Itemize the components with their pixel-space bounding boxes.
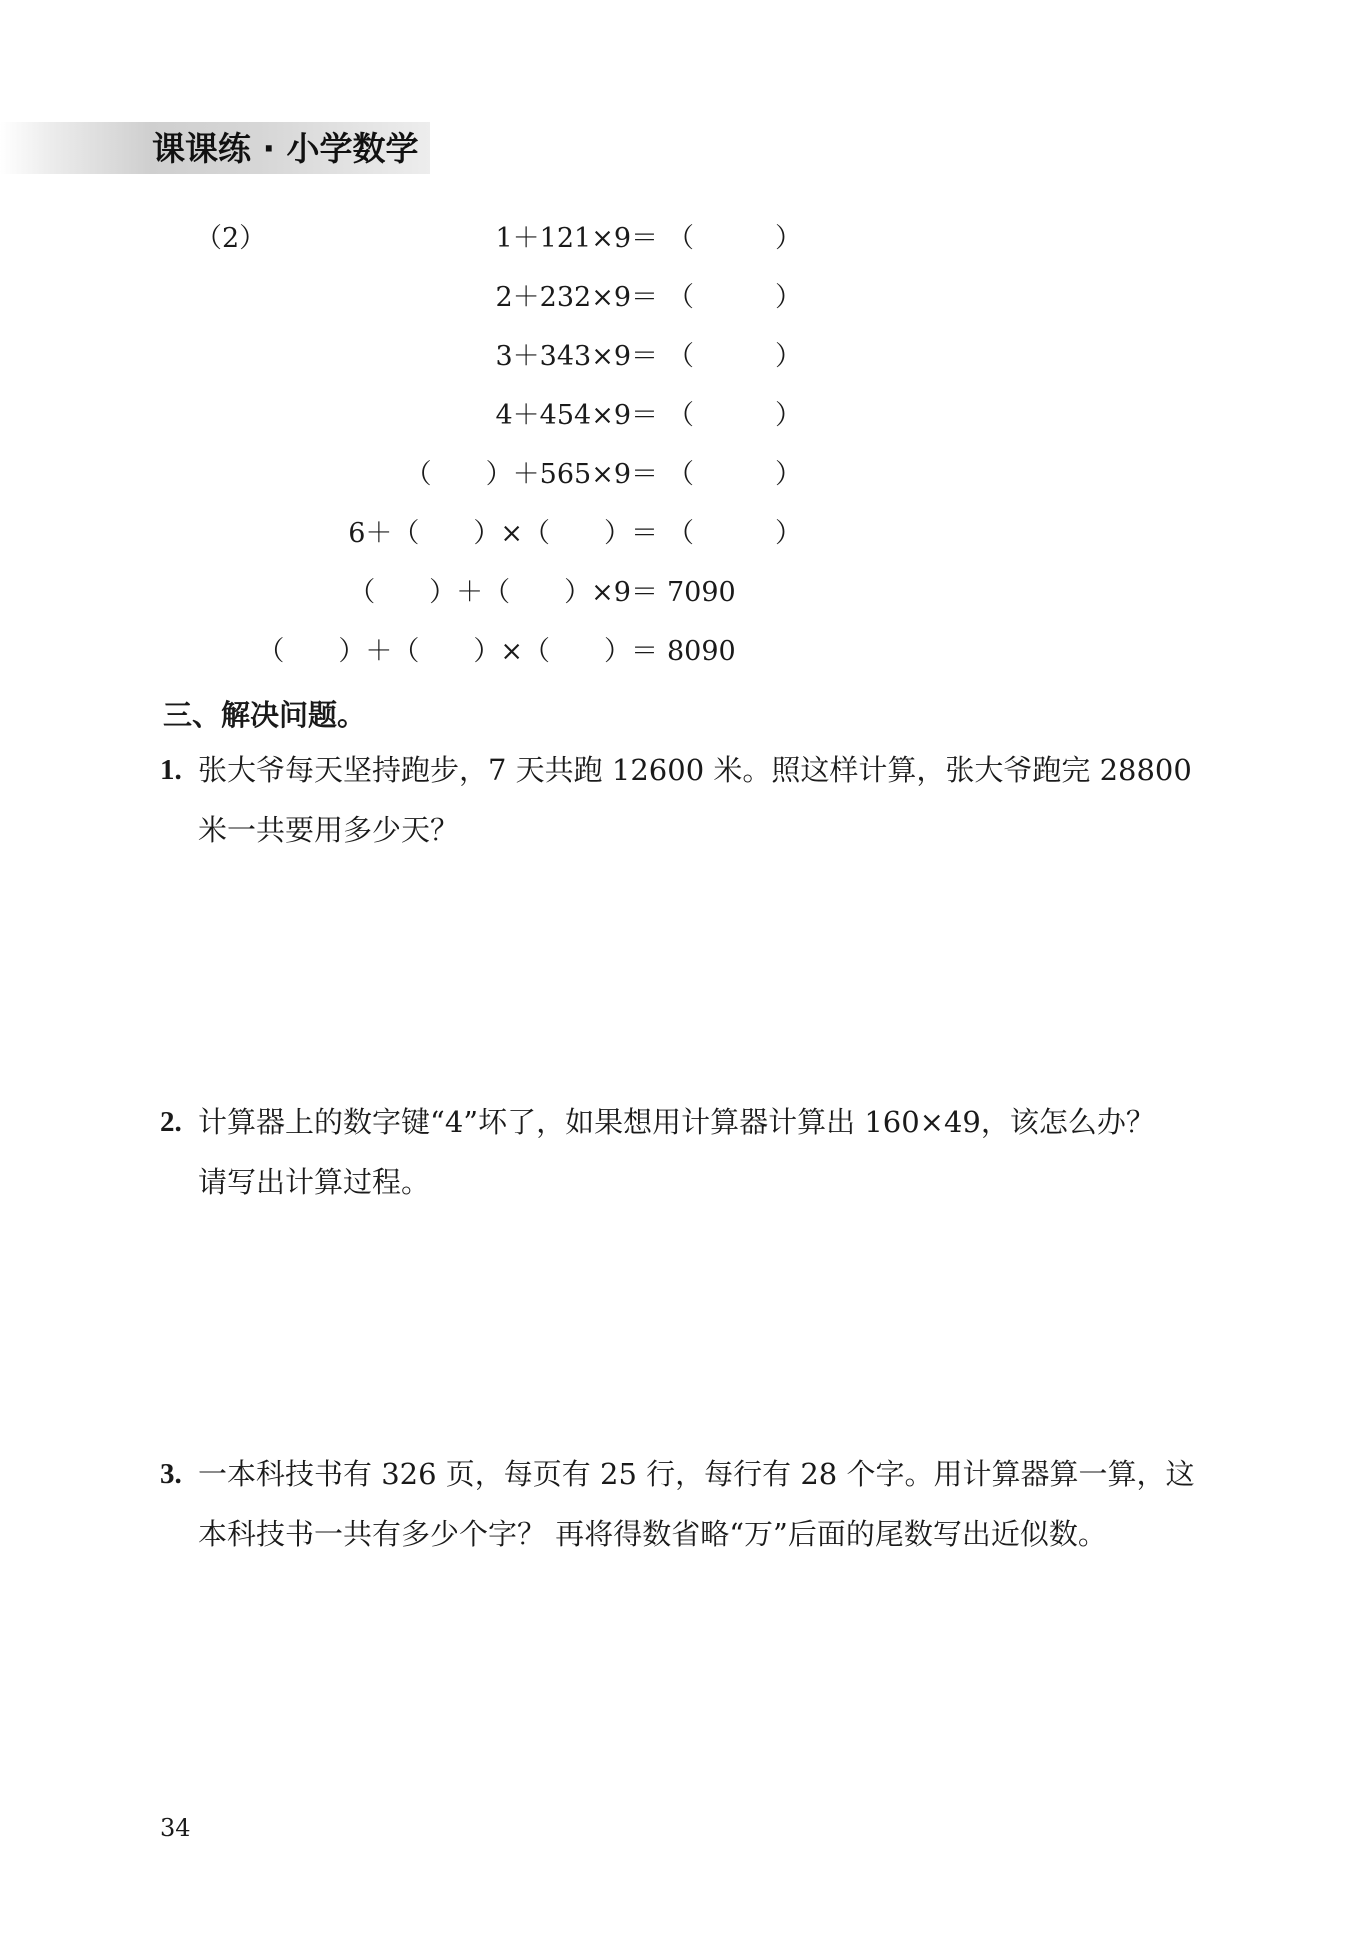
answer-blank: （ ） bbox=[667, 341, 802, 372]
equation-result: 7090 bbox=[667, 577, 736, 608]
problem-text-line: 米一共要用多少天？ bbox=[198, 813, 460, 847]
answer-blank: （ ） bbox=[667, 223, 802, 254]
answer-blank: （ ） bbox=[667, 459, 802, 490]
problem-text-line: 本科技书一共有多少个字？ 再将得数省略“万”后面的尾数写出近似数。 bbox=[198, 1517, 1107, 1551]
equation-left: 6＋（ ）×（ ）＝ bbox=[348, 518, 658, 549]
equation-left: （ ）＋（ ）×（ ）＝ bbox=[257, 636, 658, 667]
equation-left: 1＋121×9＝ bbox=[495, 223, 658, 254]
answer-blank: （ ） bbox=[667, 400, 802, 431]
answer-blank: （ ） bbox=[667, 282, 802, 313]
page-number: 34 bbox=[160, 1814, 191, 1842]
equation-left: 3＋343×9＝ bbox=[495, 341, 658, 372]
problem-text-line: 请写出计算过程。 bbox=[198, 1165, 431, 1199]
book-title: 课课练 · 小学数学 bbox=[152, 129, 419, 168]
problem-text-line: 张大爷每天坚持跑步，7 天共跑 12600 米。照这样计算，张大爷跑完 28800 bbox=[198, 753, 1192, 787]
equation-result: 8090 bbox=[667, 636, 736, 667]
equation-left: （ ）＋（ ）×9＝ bbox=[348, 577, 658, 608]
section-heading: 三、解决问题。 bbox=[163, 698, 367, 732]
problem-number: 2. bbox=[160, 1106, 182, 1138]
problem-number: 1. bbox=[160, 754, 182, 786]
problem-number: 3. bbox=[160, 1458, 182, 1490]
equation-left: 4＋454×9＝ bbox=[495, 400, 658, 431]
problem-text-line: 一本科技书有 326 页，每页有 25 行，每行有 28 个字。用计算器算一算，这 bbox=[198, 1457, 1195, 1491]
equation-left: 2＋232×9＝ bbox=[495, 282, 658, 313]
problem-text-line: 计算器上的数字键“4”坏了，如果想用计算器计算出 160×49，该怎么办？ bbox=[198, 1105, 1155, 1139]
exercise-label: （2） bbox=[195, 223, 267, 254]
equation-left: （ ）＋565×9＝ bbox=[404, 459, 658, 490]
answer-blank: （ ） bbox=[667, 518, 802, 549]
